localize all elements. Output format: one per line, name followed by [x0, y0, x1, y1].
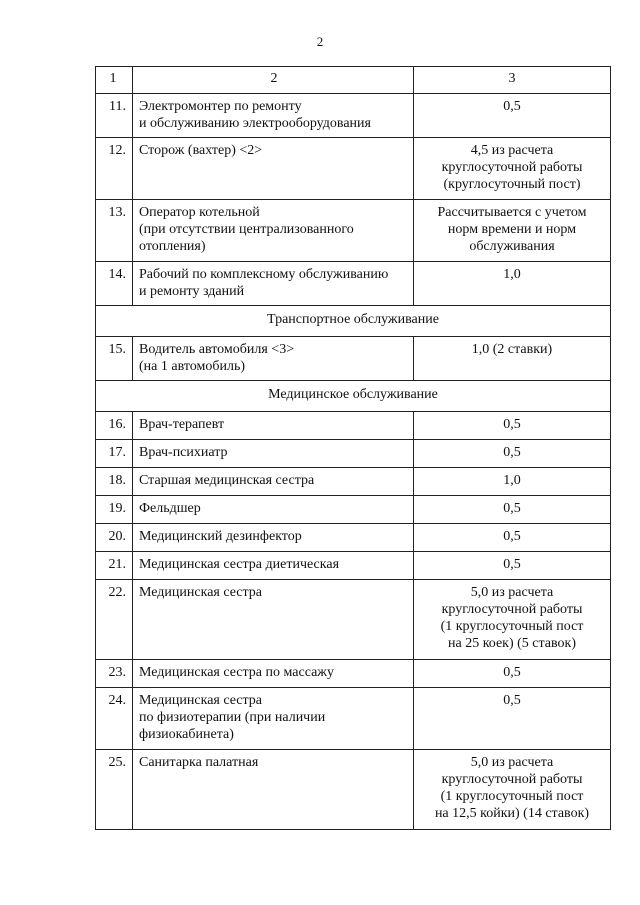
staff-units: 0,5: [414, 552, 611, 580]
position-name: Сторож (вахтер) <2>: [133, 138, 414, 200]
position-name: Врач-терапевт: [133, 412, 414, 440]
staff-units: 5,0 из расчета круглосуточной работы (1 круглосуточный пост на 25 коек) (5 ставок): [414, 580, 611, 660]
staff-units: 4,5 из расчета круглосуточной работы (круглосуточный пост): [414, 138, 611, 200]
staff-units: 0,5: [414, 660, 611, 688]
row-number: 13.: [96, 200, 133, 262]
row-number: 15.: [96, 337, 133, 381]
table-row: [96, 552, 611, 580]
staff-units: 1,0 (2 ставки): [414, 337, 611, 381]
position-name: Врач-психиатр: [133, 440, 414, 468]
position-name: Водитель автомобиля <3> (на 1 автомобиль): [133, 337, 414, 381]
row-number: 21.: [96, 552, 133, 580]
row-number: 23.: [96, 660, 133, 688]
row-number: 22.: [96, 580, 133, 660]
position-name: Оператор котельной (при отсутствии централизованного отопления): [133, 200, 414, 262]
table-body: [96, 67, 611, 830]
position-name: Медицинская сестра: [133, 580, 414, 660]
position-name: Санитарка палатная: [133, 750, 414, 830]
section-title: Транспортное обслуживание: [96, 306, 611, 337]
staff-units: 0,5: [414, 440, 611, 468]
position-name: Старшая медицинская сестра: [133, 468, 414, 496]
position-name: Фельдшер: [133, 496, 414, 524]
table-row: [96, 660, 611, 688]
table-row: [96, 262, 611, 306]
table-row: [96, 524, 611, 552]
position-name: Рабочий по комплексному обслуживанию и ремонту зданий: [133, 262, 414, 306]
staff-units: 1,0: [414, 262, 611, 306]
row-number: 25.: [96, 750, 133, 830]
row-number: 19.: [96, 496, 133, 524]
row-number: 16.: [96, 412, 133, 440]
position-name: Медицинская сестра по массажу: [133, 660, 414, 688]
table-row: [96, 94, 611, 138]
staff-units: 0,5: [414, 412, 611, 440]
header-cell-2: 2: [133, 67, 414, 94]
row-number: 17.: [96, 440, 133, 468]
staff-units: Рассчитывается с учетом норм времени и норм обслуживания: [414, 200, 611, 262]
position-name: Медицинский дезинфектор: [133, 524, 414, 552]
staffing-norms-table: [95, 66, 611, 830]
header-cell-3: 3: [414, 67, 611, 94]
page-number: 2: [316, 34, 324, 49]
staff-units: 5,0 из расчета круглосуточной работы (1 круглосуточный пост на 12,5 койки) (14 ставок): [414, 750, 611, 830]
table-row: [96, 496, 611, 524]
staff-units: 0,5: [414, 524, 611, 552]
table-row: [96, 580, 611, 660]
header-cell-1: 1: [96, 67, 133, 94]
table-row: [96, 688, 611, 750]
row-number: 18.: [96, 468, 133, 496]
table-row: [96, 337, 611, 381]
table-row: [96, 440, 611, 468]
table-row: [96, 200, 611, 262]
table-header-row: [96, 67, 611, 94]
table-row: [96, 468, 611, 496]
row-number: 24.: [96, 688, 133, 750]
section-title: Медицинское обслуживание: [96, 381, 611, 412]
table-row: [96, 750, 611, 830]
table-row: [96, 138, 611, 200]
position-name: Медицинская сестра диетическая: [133, 552, 414, 580]
position-name: Медицинская сестра по физиотерапии (при наличии физиокабинета): [133, 688, 414, 750]
section-row: [96, 381, 611, 412]
row-number: 20.: [96, 524, 133, 552]
staff-units: 0,5: [414, 688, 611, 750]
staff-units: 0,5: [414, 496, 611, 524]
row-number: 11.: [96, 94, 133, 138]
staff-units: 0,5: [414, 94, 611, 138]
row-number: 12.: [96, 138, 133, 200]
position-name: Электромонтер по ремонту и обслуживанию электрооборудования: [133, 94, 414, 138]
staff-units: 1,0: [414, 468, 611, 496]
table-row: [96, 412, 611, 440]
row-number: 14.: [96, 262, 133, 306]
section-row: [96, 306, 611, 337]
